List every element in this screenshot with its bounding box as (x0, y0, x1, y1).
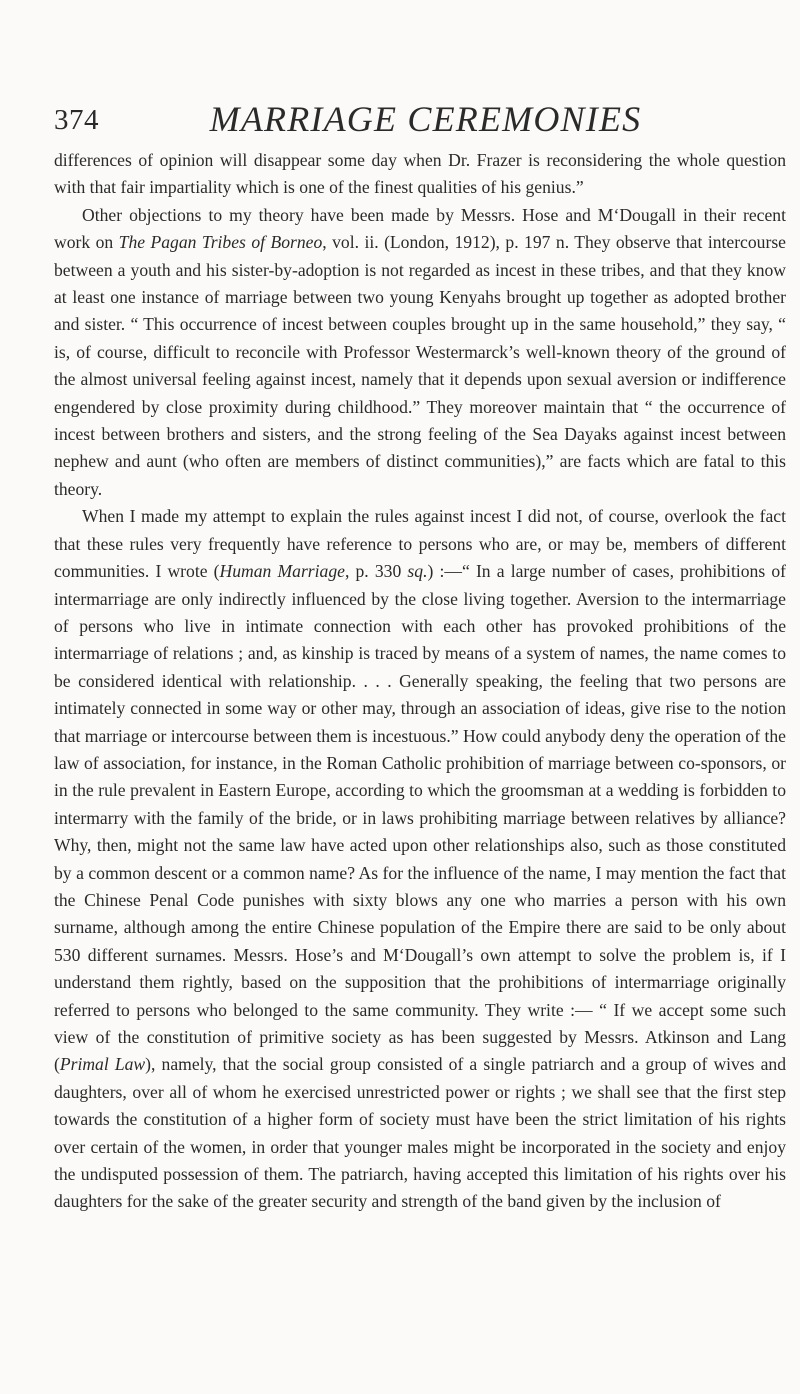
book-title: The Pagan Tribes of Borneo (118, 232, 323, 253)
text-run: When I made my attempt to explain the rules against incest I did not, of course, overlook the fact that these rules very frequently have reference to persons who are, or may be, members of different communities. I wrote ( (54, 506, 786, 582)
book-title: Primal Law (59, 1054, 146, 1075)
italic-abbreviation: sq. (407, 561, 428, 582)
page-number: 374 (54, 104, 99, 136)
paragraph (54, 147, 786, 202)
paragraph (54, 202, 786, 503)
paragraph (54, 503, 786, 1216)
text-run: Other objections to my theory have been made by Messrs. Hose and M‘Dougall in their recent work on (54, 204, 786, 253)
text-run: , vol. ii. (London, 1912), p. 197 n. They observe that intercourse between a youth and his sister-by-adoption is not regarded as incest in these tribes, and that they know at least one instance of marriage between two young Kenyahs brought up together as adopted brother and sister. “ This occurrence of incest between couples brought up in the same household,” they say, “ is, of course, difficult to reconcile with Professor Westermarck’s well-known theory of the ground of the almost universal feeling against incest, namely that it depends upon sexual aversion or indifference engendered by close proximity during childhood.” They moreover maintain that “ the occurrence of incest between brothers and sisters, and the strong feeling of the Sea Dayaks against incest between nephew and aunt (who often are members of distinct communities),” are facts which are fatal to this theory. (54, 232, 786, 499)
running-head: MARRIAGE CEREMONIES (209, 99, 642, 139)
book-title: Human Marriage (219, 561, 345, 582)
text-run: , p. 330 (344, 561, 408, 582)
text-run: ), namely, that the social group consisted of a single patriarch and a group of wives and daughters, over all of whom he exercised unrestricted power or rights ; we shall see that the first step towards the constitution of a higher form of society must have been the strict limitation of his rights over certain of the women, in order that younger males might be incorporated in the society and enjoy the undisputed possession of them. The patriarch, having accepted this limitation of his rights over his daughters for the sake of the greater security and strength of the band given by the inclusion of (54, 1054, 787, 1212)
body-text (54, 147, 786, 1216)
text-run: differences of opinion will disappear some day when Dr. Frazer is reconsidering the whole question with that fair impartiality which is one of the finest qualities of his genius.” (54, 150, 786, 198)
text-run: ) :—“ In a large number of cases, prohibitions of intermarriage are only indirectly influenced by the close living together. Aversion to the intermarriage of persons who live in intimate connection with each other has provoked prohibitions of the intermarriage of relations ; and, as kinship is traced by means of a system of names, the name comes to be considered identical with relationship. . . . Generally speaking, the feeling that two persons are intimately connected in some way or other may, through an association of ideas, give rise to the notion that marriage or intercourse between them is incestuous.” How could anybody deny the operation of the law of association, for instance, in the Roman Catholic prohibition of marriage between co-sponsors, or in the rule prevalent in Eastern Europe, according to which the groomsman at a wedding is forbidden to intermarry with the family of the bride, or in laws prohibiting marriage between relatives by alliance? Why, then, might not the same law have acted upon other relationships also, such as those constituted by a common descent or a common name? As for the influence of the name, I may mention the fact that the Chinese Penal Code punishes with sixty blows any one who marries a person with his own surname, although among the entire Chinese population of the Empire there are said to be only about 530 different surnames. Messrs. Hose’s and M‘Dougall’s own attempt to solve the problem is, if I understand them rightly, based on the supposition that the prohibitions of intermarriage originally referred to persons who belonged to the same community. They write :— “ If we accept some such view of the constitution of primitive society as has been suggested by Messrs. Atkinson and Lang ( (54, 561, 786, 1075)
